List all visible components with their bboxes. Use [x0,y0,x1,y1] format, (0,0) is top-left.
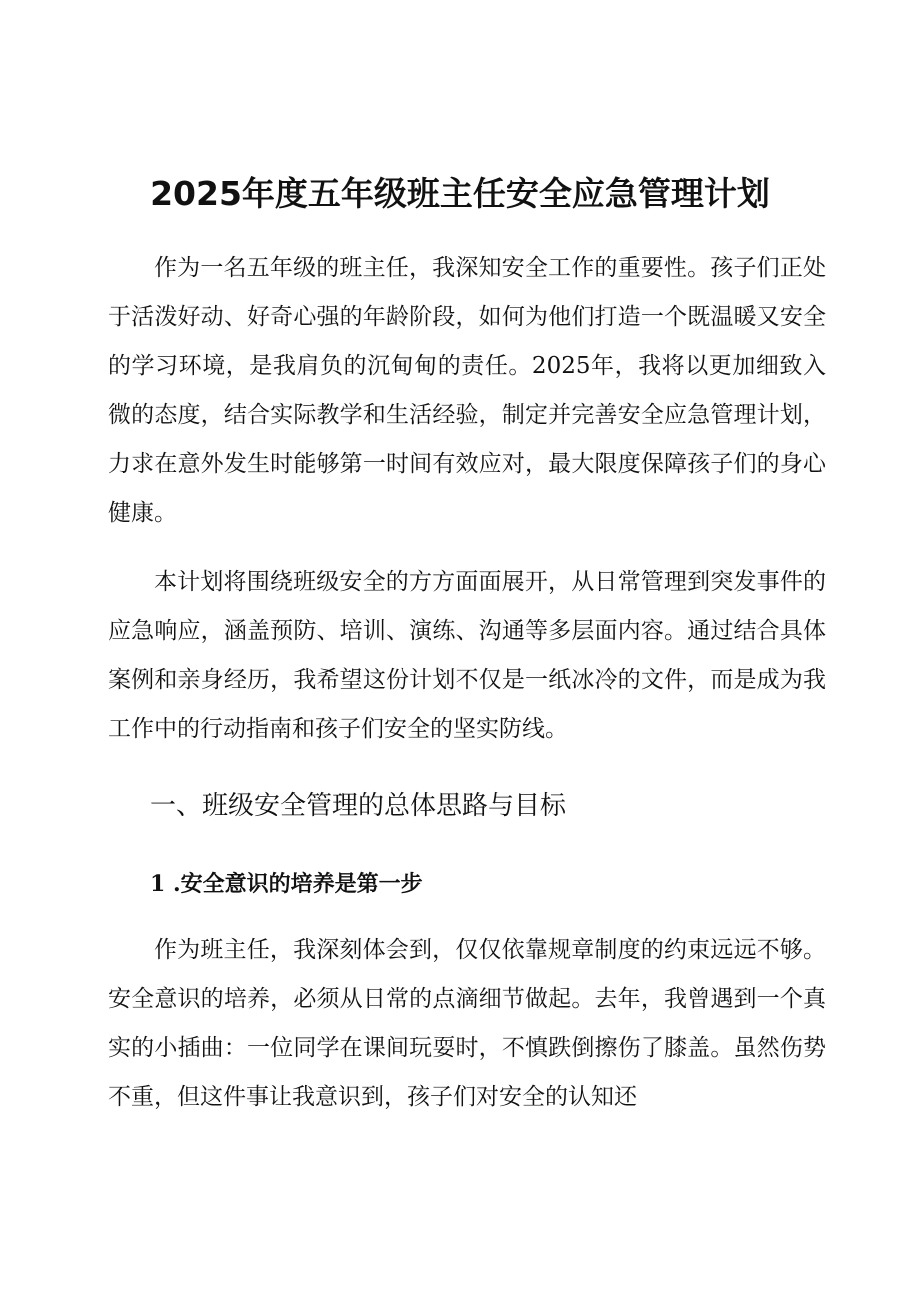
sub-heading: 1 .安全意识的培养是第一步 [150,871,423,897]
intro-paragraph-1: 作为一名五年级的班主任，我深知安全工作的重要性。孩子们正处于活泼好动、好奇心强的年龄阶段，如何为他们打造一个既温暖又安全的学习环境，是我肩负的沉甸甸的责任。2025年，我将以更加细致入微的态度，结合实际教学和生活经验，制定并完善安全应急管理计划，力求在意外发生时能够第一时间有效应对，最大限度保障孩子们的身心健康。 [108,255,826,526]
document-title: 2025年度五年级班主任安全应急管理计划 [150,174,770,213]
intro-paragraph-2: 本计划将围绕班级安全的方方面面展开，从日常管理到突发事件的应急响应，涵盖预防、培训、演练、沟通等多层面内容。通过结合具体案例和亲身经历，我希望这份计划不仅是一纸冰冷的文件，而是成为我工作中的行动指南和孩子们安全的坚实防线。 [108,569,826,742]
body-paragraph: 作为班主任，我深刻体会到，仅仅依靠规章制度的约束远远不够。安全意识的培养，必须从日常的点滴细节做起。去年，我曾遇到一个真实的小插曲：一位同学在课间玩耍时，不慎跌倒擦伤了膝盖。虽然伤势不重，但这件事让我意识到，孩子们对安全的认知还 [108,937,826,1110]
section-heading: 一、班级安全管理的总体思路与目标 [150,791,567,821]
